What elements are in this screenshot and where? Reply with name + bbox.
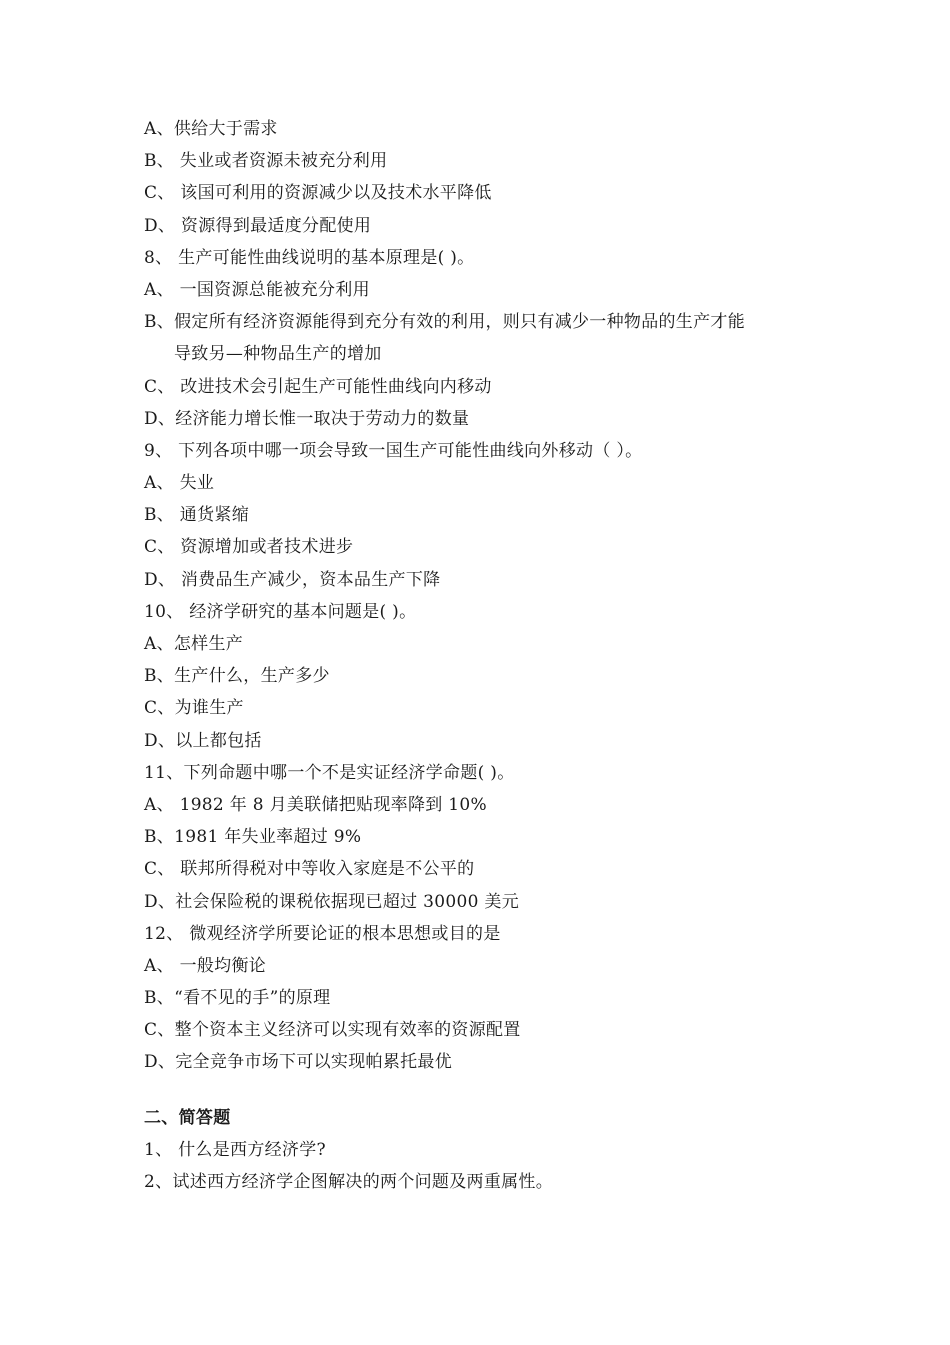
question-line: 11、下列命题中哪一个不是实证经济学命题( )。 [144, 762, 515, 783]
option-line: A、供给大于需求 [144, 119, 278, 139]
option-line: C、整个资本主义经济可以实现有效率的资源配置 [144, 1020, 521, 1041]
option-line: A、 1982 年 8 月美联储把贴现率降到 10% [144, 794, 487, 815]
option-line: D、社会保险税的课税依据现已超过 30000 美元 [144, 891, 520, 912]
option-line: D、完全竞争市场下可以实现帕累托最优 [144, 1052, 453, 1073]
option-line: D、 资源得到最适度分配使用 [144, 215, 372, 236]
option-line: A、 失业 [144, 473, 215, 494]
option-line: B、 失业或者资源未被充分利用 [144, 151, 388, 172]
question-line: 10、 经济学研究的基本问题是( )。 [144, 601, 417, 622]
question-line: 9、 下列各项中哪一项会导致一国生产可能性曲线向外移动（ ）。 [144, 440, 643, 461]
document-content [144, 113, 824, 1198]
option-line: A、怎样生产 [144, 634, 244, 654]
option-line: C、 该国可利用的资源减少以及技术水平降低 [144, 183, 492, 204]
option-line: D、以上都包括 [144, 730, 262, 751]
option-line: B、“看不见的手”的原理 [144, 988, 331, 1009]
option-line: D、 消费品生产减少，资本品生产下降 [144, 569, 441, 590]
option-line: D、经济能力增长惟一取决于劳动力的数量 [144, 408, 470, 429]
option-line: C、 联邦所得税对中等收入家庭是不公平的 [144, 859, 475, 880]
short-answer-question: 2、试述西方经济学企图解决的两个问题及两重属性。 [144, 1172, 554, 1192]
option-line: B、生产什么，生产多少 [144, 666, 330, 687]
section-title: 二、简答题 [144, 1107, 231, 1128]
option-line-continuation: 导致另—种物品生产的增加 [174, 344, 382, 365]
option-line: C、 改进技术会引起生产可能性曲线向内移动 [144, 376, 492, 397]
section-spacer [144, 1079, 824, 1102]
option-line: B、 通货紧缩 [144, 505, 249, 526]
question-line: 8、 生产可能性曲线说明的基本原理是( )。 [144, 247, 475, 268]
option-line: B、假定所有经济资源能得到充分有效的利用，则只有减少一种物品的生产才能 [144, 312, 745, 333]
question-line: 12、 微观经济学所要论证的根本思想或目的是 [144, 923, 501, 944]
option-line: C、 资源增加或者技术进步 [144, 537, 354, 558]
option-line: A、 一般均衡论 [144, 955, 267, 976]
option-line: C、为谁生产 [144, 698, 244, 719]
short-answer-question: 1、 什么是西方经济学? [144, 1139, 326, 1160]
option-line: A、 一国资源总能被充分利用 [144, 279, 370, 300]
option-line: B、1981 年失业率超过 9% [144, 827, 362, 848]
